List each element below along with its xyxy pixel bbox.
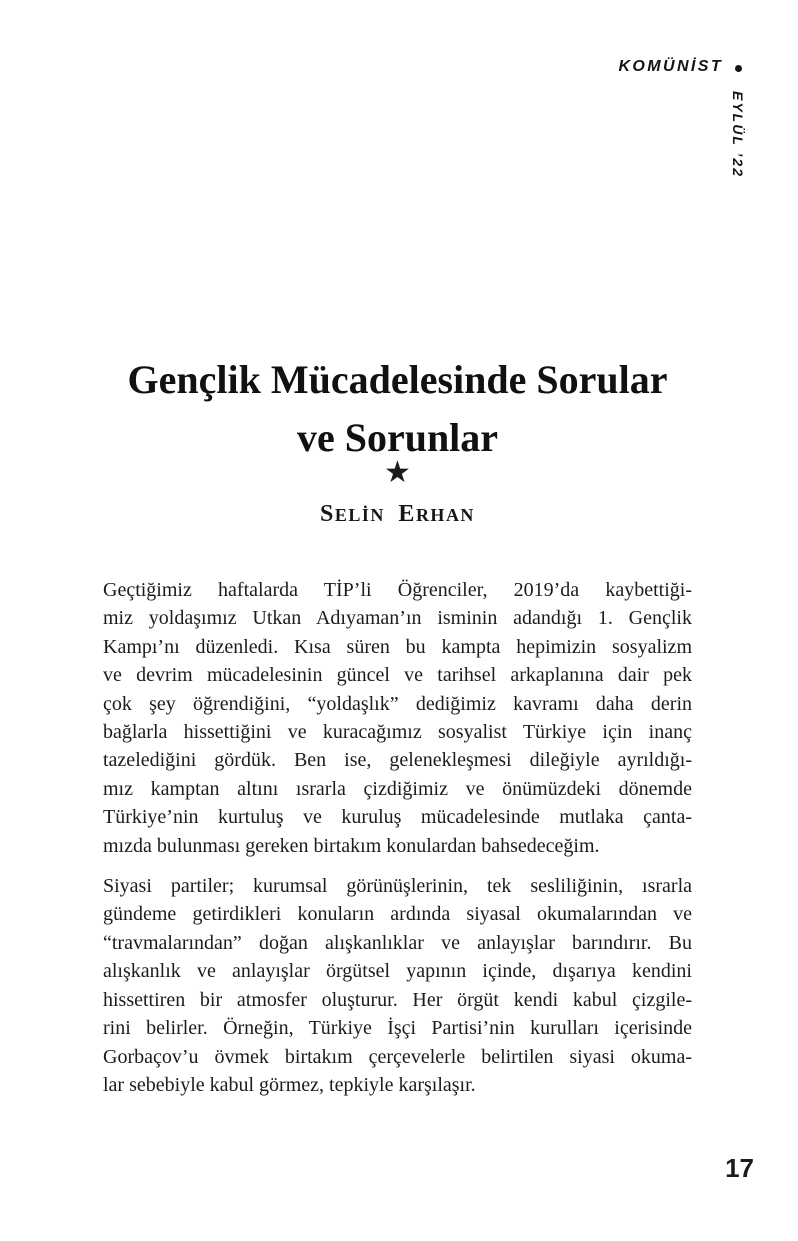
paragraph-1 <box>103 576 692 860</box>
body-text-line: alışkanlık ve anlayışlar örgütsel yapının içinde, dışarıya kendini <box>103 960 692 983</box>
body-text-line: hissettiren bir atmosfer oluşturur. Her örgüt kendi kabul çizgile- <box>103 988 692 1011</box>
body-text-line: çok şey öğrendiğini, “yoldaşlık” dediğimiz kavramı daha derin <box>103 692 692 715</box>
masthead <box>618 59 742 75</box>
body-text-line: miz yoldaşımız Utkan Adıyaman’ın isminin adandığı 1. Gençlik <box>103 607 692 630</box>
page-number: 17 <box>725 1153 754 1183</box>
body-text-line: mız kamptan altını ısrarla çizdiğimiz ve önümüzdeki dönemde <box>103 777 692 800</box>
article-title <box>103 351 692 467</box>
author-last-name: ERHAN <box>398 501 475 527</box>
paragraph-2 <box>103 872 692 1099</box>
body-text-line: ve devrim mücadelesinin güncel ve tarihsel arkaplanına dair pek <box>103 664 692 687</box>
body-text-line: bağlarla hissettiğini ve kuracağımız sosyalist Türkiye için inanç <box>103 721 692 744</box>
article-body <box>103 576 692 1099</box>
body-text-line: lar sebebiyle kabul görmez, tepkiyle karşılaşır. <box>103 1073 476 1096</box>
body-text-line: Siyasi partiler; kurumsal görünüşlerinin, tek sesliliğinin, ısrarla <box>103 875 692 898</box>
body-text-line: Gorbaçov’u övmek birtakım çerçevelerle belirtilen siyasi okuma- <box>103 1045 692 1068</box>
author-name <box>103 501 692 528</box>
article-title-line-1: Gençlik Mücadelesinde Sorular <box>127 357 668 402</box>
body-text-line: “travmalarından” doğan alışkanlıklar ve anlayışlar barındırır. Bu <box>103 931 692 954</box>
body-text-line: Kampı’nı düzenledi. Kısa süren bu kampta hepimizin sosyalizm <box>103 635 692 658</box>
body-text-line: rini belirler. Örneğin, Türkiye İşçi Partisi’nin kurulları içerisinde <box>103 1017 692 1040</box>
author-first-name: SELİN <box>320 501 385 527</box>
star-divider-icon: ★ <box>384 455 411 490</box>
body-text-line: mızda bulunması gereken birtakım konulardan bahsedeceğim. <box>103 834 600 857</box>
body-text-line: tazelediğini gördük. Ben ise, gelenekleşmesi dileğiyle ayrıldığı- <box>103 749 692 772</box>
body-text-line: gündeme getirdikleri konuların ardında siyasal okumalarından ve <box>103 903 692 926</box>
body-text-line: Geçtiğimiz haftalarda TİP’li Öğrenciler, 2019’da kaybettiği- <box>103 579 692 601</box>
bullet-icon <box>735 65 742 72</box>
article-title-line-2: ve Sorunlar <box>296 415 499 460</box>
issue-date-vertical: EYLÜL ’22 <box>730 91 746 178</box>
masthead-title: KOMÜNİST <box>618 58 723 75</box>
body-text-line: Türkiye’nin kurtuluş ve kuruluş mücadelesinde mutlaka çanta- <box>103 806 692 829</box>
